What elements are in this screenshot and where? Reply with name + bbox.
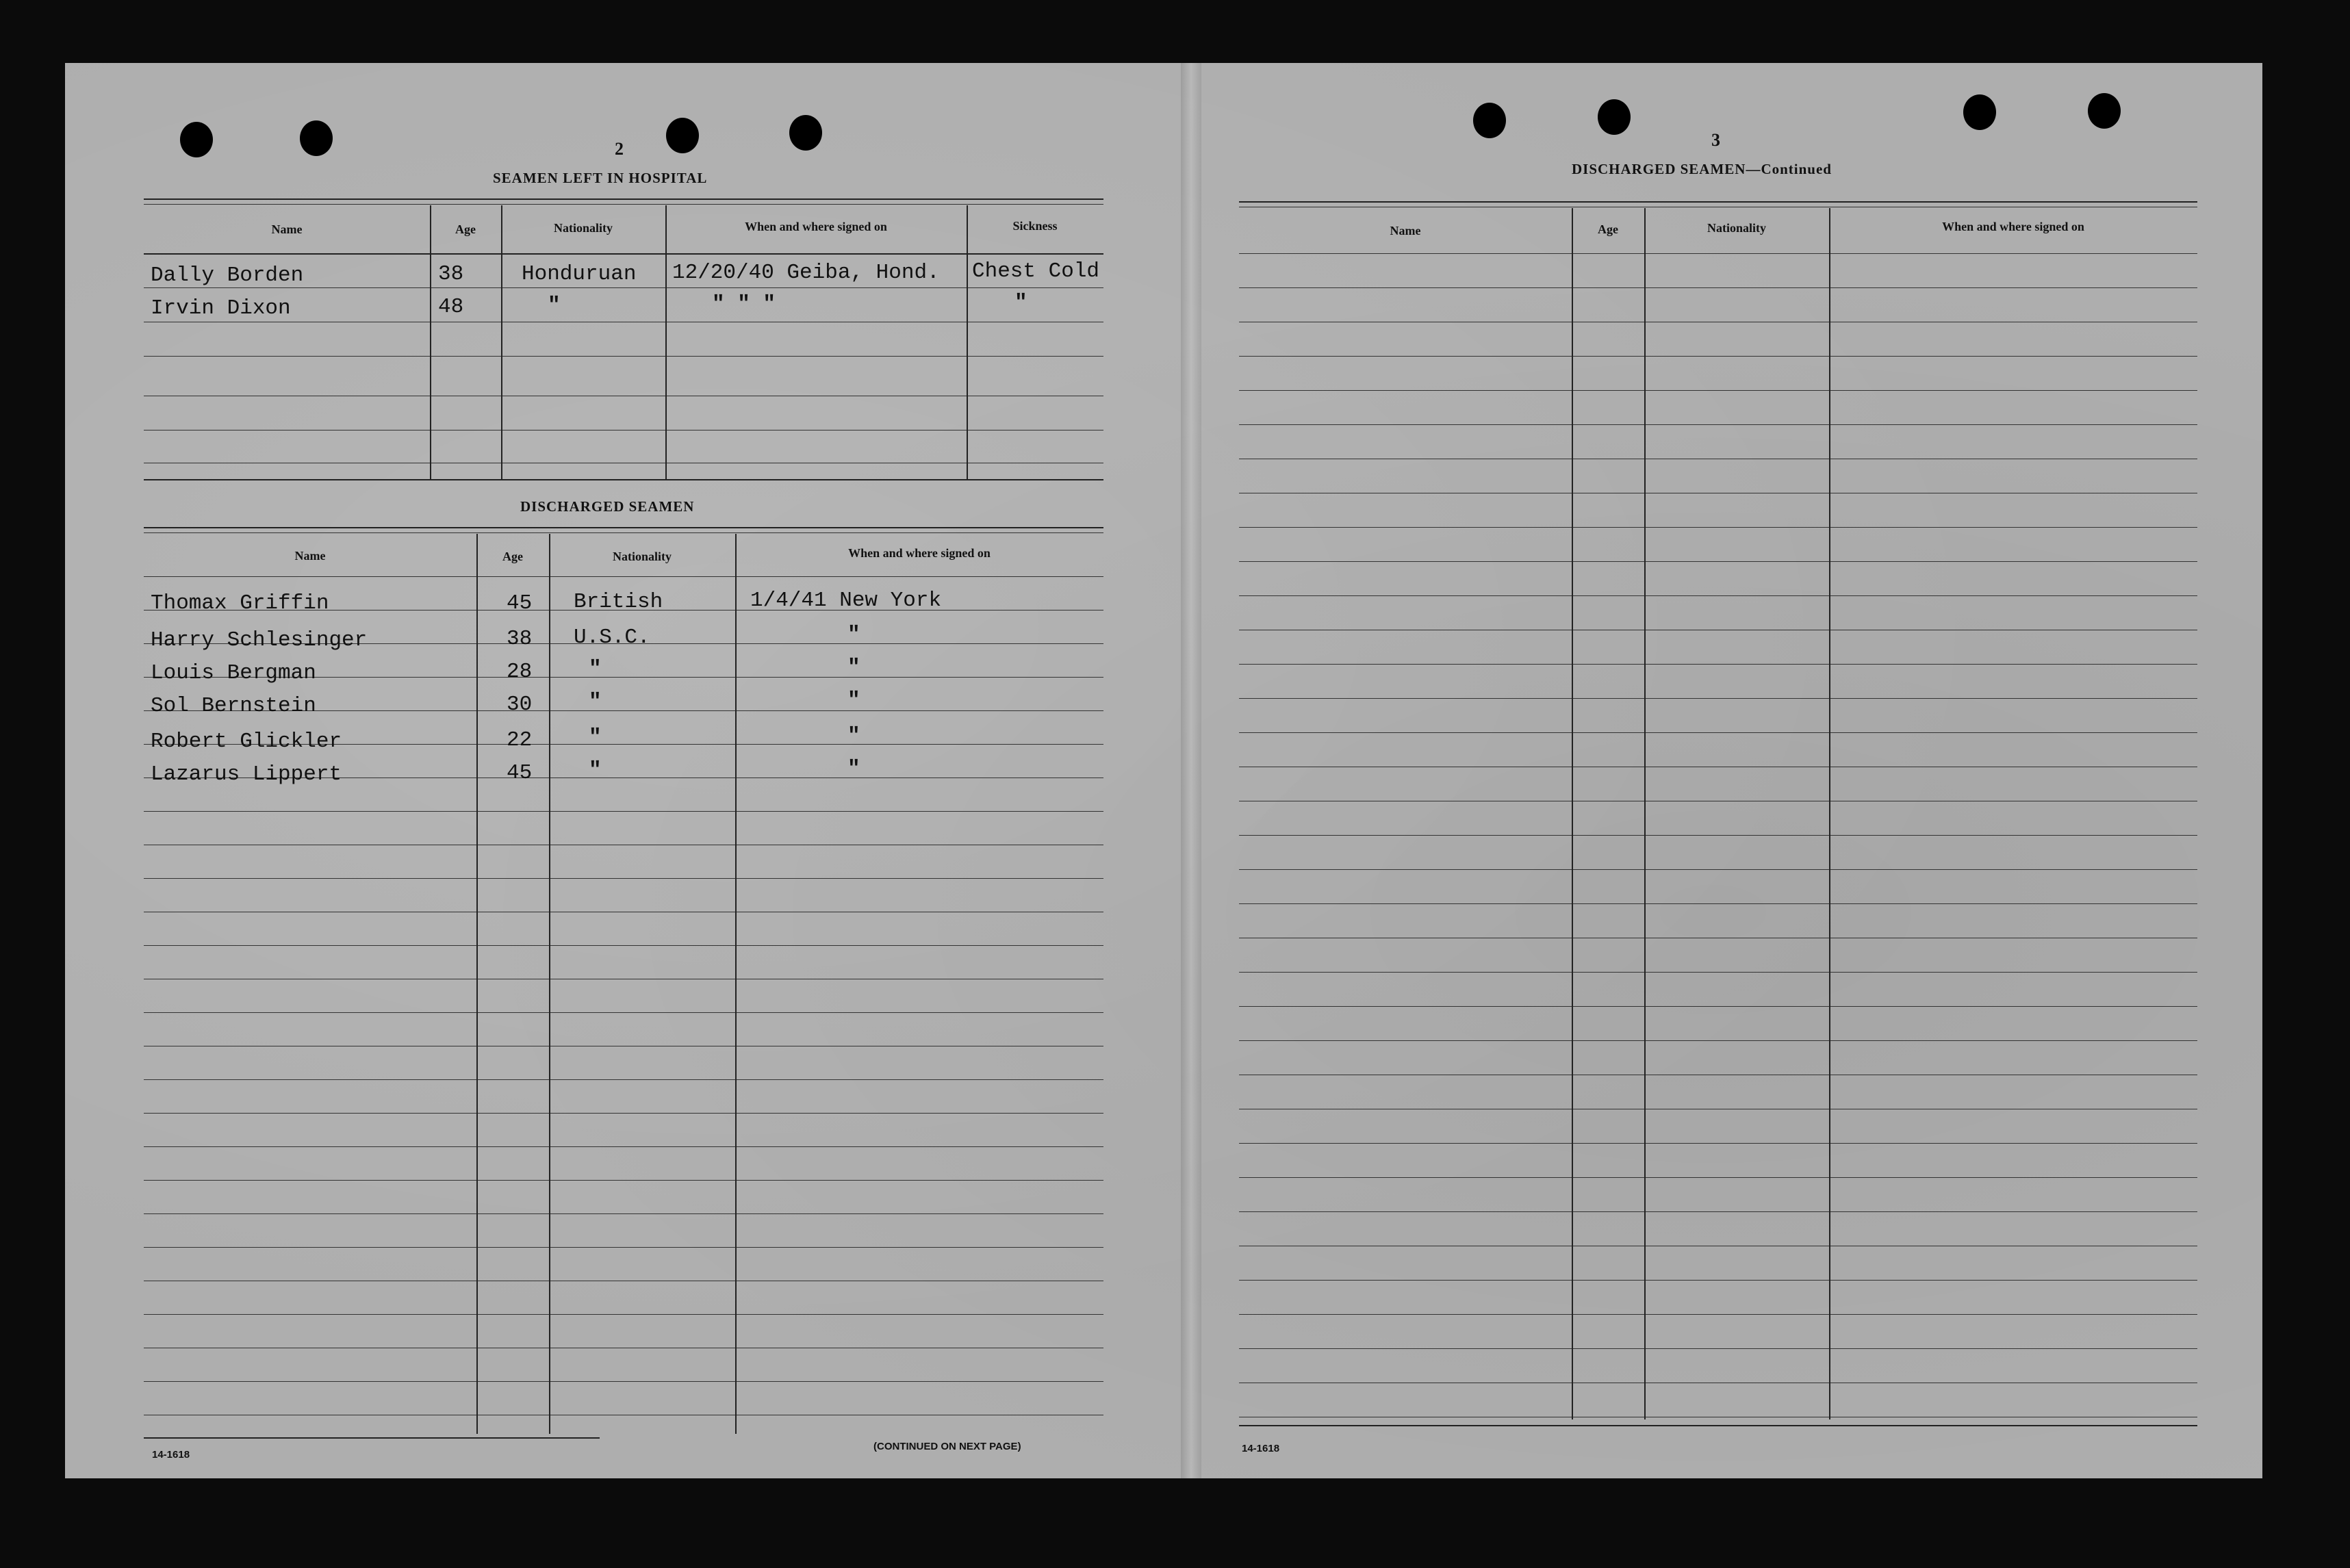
row-rule: [1239, 1040, 2197, 1041]
discharged-row-3-nationality: ": [589, 657, 602, 681]
hospital-row-2-nationality: ": [548, 294, 561, 318]
column-divider: [1829, 208, 1830, 1419]
page-number-left: 2: [615, 139, 624, 159]
row-rule: [144, 1247, 1103, 1248]
hospital-header-sickness: Sickness: [1012, 219, 1058, 233]
column-divider: [549, 534, 550, 1434]
row-rule: [144, 1213, 1103, 1214]
table-rule: [1239, 201, 2197, 203]
hospital-row-2-sickness: ": [1014, 291, 1027, 315]
discharged-row-6-age: 45: [507, 761, 533, 785]
discharged-row-3-name: Louis Bergman: [151, 661, 316, 685]
punch-hole: [1963, 94, 1996, 130]
discharged-row-6-name: Lazarus Lippert: [151, 762, 342, 786]
footer-rule: [1239, 1425, 2197, 1426]
row-rule: [1239, 1314, 2197, 1315]
row-rule: [1239, 1143, 2197, 1144]
hospital-row-1-signed-on: 12/20/40 Geiba, Hond.: [672, 261, 940, 285]
column-divider: [476, 534, 478, 1434]
punch-hole: [300, 120, 333, 156]
form-number-right: 14-1618: [1242, 1443, 1280, 1454]
hospital-row-1-sickness: Chest Cold: [972, 259, 1100, 283]
column-divider: [430, 205, 431, 479]
discharged-row-4-age: 30: [507, 693, 533, 717]
punch-hole: [666, 118, 699, 153]
discharged-row-6-signed-on: ": [847, 757, 860, 781]
hospital-section-title: SEAMEN LEFT IN HOSPITAL: [493, 170, 708, 186]
hospital-header-age: Age: [455, 222, 476, 236]
discharged-row-1-age: 45: [507, 591, 533, 615]
row-rule: [1239, 903, 2197, 904]
table-rule: [144, 527, 1103, 528]
page-number-right: 3: [1711, 130, 1720, 150]
hospital-row-1-nationality: Honduruan: [522, 262, 637, 286]
row-rule: [144, 1113, 1103, 1114]
discharged-row-3-age: 28: [507, 660, 533, 684]
footer-rule: [144, 1437, 600, 1439]
right-header-signed-on: When and where signed on: [1942, 220, 2084, 233]
row-rule: [144, 1180, 1103, 1181]
row-rule: [144, 878, 1103, 879]
continued-note: (CONTINUED ON NEXT PAGE): [873, 1441, 1021, 1452]
table-rule: [144, 198, 1103, 200]
right-header-name: Name: [1390, 224, 1421, 237]
discharged-row-1-name: Thomax Griffin: [151, 591, 329, 615]
discharged-header-age: Age: [502, 550, 523, 563]
punch-hole: [1473, 103, 1506, 138]
column-divider: [1644, 208, 1646, 1419]
discharged-row-1-signed-on: 1/4/41 New York: [750, 589, 942, 613]
column-divider: [501, 205, 502, 479]
row-rule: [1239, 424, 2197, 425]
hospital-header-nationality: Nationality: [553, 221, 613, 235]
row-rule: [144, 1381, 1103, 1382]
page-fold: [1181, 63, 1201, 1478]
table-rule: [144, 253, 1103, 255]
discharged-section-title: DISCHARGED SEAMEN: [520, 498, 695, 515]
row-rule: [1239, 356, 2197, 357]
row-rule: [144, 1012, 1103, 1013]
table-rule: [144, 204, 1103, 205]
row-rule: [1239, 595, 2197, 596]
hospital-row-2-age: 48: [438, 295, 464, 319]
row-rule: [144, 811, 1103, 812]
column-divider: [967, 205, 968, 479]
row-rule: [144, 1314, 1103, 1315]
row-rule: [1239, 1348, 2197, 1349]
discharged-header-signed-on: When and where signed on: [848, 546, 991, 560]
hospital-row-2-name: Irvin Dixon: [151, 296, 291, 320]
row-rule: [1239, 527, 2197, 528]
table-rule: [144, 356, 1103, 357]
hospital-header-signed-on: When and where signed on: [745, 220, 887, 233]
ledger-sheet: [65, 63, 2262, 1478]
row-rule: [144, 576, 1103, 577]
discharged-row-5-nationality: ": [589, 725, 602, 749]
discharged-row-2-age: 38: [507, 627, 533, 651]
discharged-row-6-nationality: ": [589, 758, 602, 782]
row-rule: [1239, 561, 2197, 562]
row-rule: [1239, 835, 2197, 836]
discharged-row-2-name: Harry Schlesinger: [151, 628, 368, 652]
discharged-row-5-age: 22: [507, 728, 533, 752]
hospital-row-1-name: Dally Borden: [151, 264, 304, 287]
row-rule: [1239, 698, 2197, 699]
right-header-age: Age: [1598, 222, 1618, 236]
discharged-row-1-nationality: British: [574, 590, 663, 614]
hospital-header-name: Name: [271, 222, 303, 236]
punch-hole: [2088, 93, 2121, 129]
row-rule: [1239, 287, 2197, 288]
discharged-header-name: Name: [294, 549, 326, 563]
row-rule: [144, 945, 1103, 946]
punch-hole: [1598, 99, 1631, 135]
row-rule: [1239, 664, 2197, 665]
discharged-row-5-name: Robert Glickler: [151, 730, 342, 754]
hospital-row-2-signed-on: " " ": [712, 292, 776, 316]
row-rule: [1239, 1177, 2197, 1178]
row-rule: [144, 1079, 1103, 1080]
row-rule: [1239, 1280, 2197, 1281]
punch-hole: [180, 122, 213, 157]
column-divider: [1572, 208, 1573, 1419]
hospital-row-1-age: 38: [438, 262, 464, 286]
discharged-row-2-nationality: U.S.C.: [574, 626, 650, 650]
table-rule: [144, 479, 1103, 480]
discharged-row-3-signed-on: ": [847, 656, 860, 680]
row-rule: [144, 1146, 1103, 1147]
discharged-row-4-signed-on: ": [847, 689, 860, 712]
row-rule: [1239, 1211, 2197, 1212]
discharged-row-2-signed-on: ": [847, 623, 860, 647]
row-rule: [1239, 732, 2197, 733]
punch-hole: [789, 115, 822, 151]
row-rule: [1239, 972, 2197, 973]
discharged-row-4-name: Sol Bernstein: [151, 694, 316, 718]
form-number-left: 14-1618: [152, 1449, 190, 1461]
row-rule: [1239, 869, 2197, 870]
discharged-header-nationality: Nationality: [612, 550, 672, 563]
row-rule: [1239, 390, 2197, 391]
right-section-title: DISCHARGED SEAMEN—Continued: [1572, 161, 1832, 177]
column-divider: [735, 534, 737, 1434]
discharged-row-5-signed-on: ": [847, 724, 860, 748]
row-rule: [1239, 1006, 2197, 1007]
row-rule: [1239, 253, 2197, 254]
right-header-nationality: Nationality: [1707, 221, 1766, 235]
discharged-row-4-nationality: ": [589, 690, 602, 714]
table-rule: [144, 532, 1103, 533]
column-divider: [665, 205, 667, 479]
table-rule: [144, 287, 1103, 288]
